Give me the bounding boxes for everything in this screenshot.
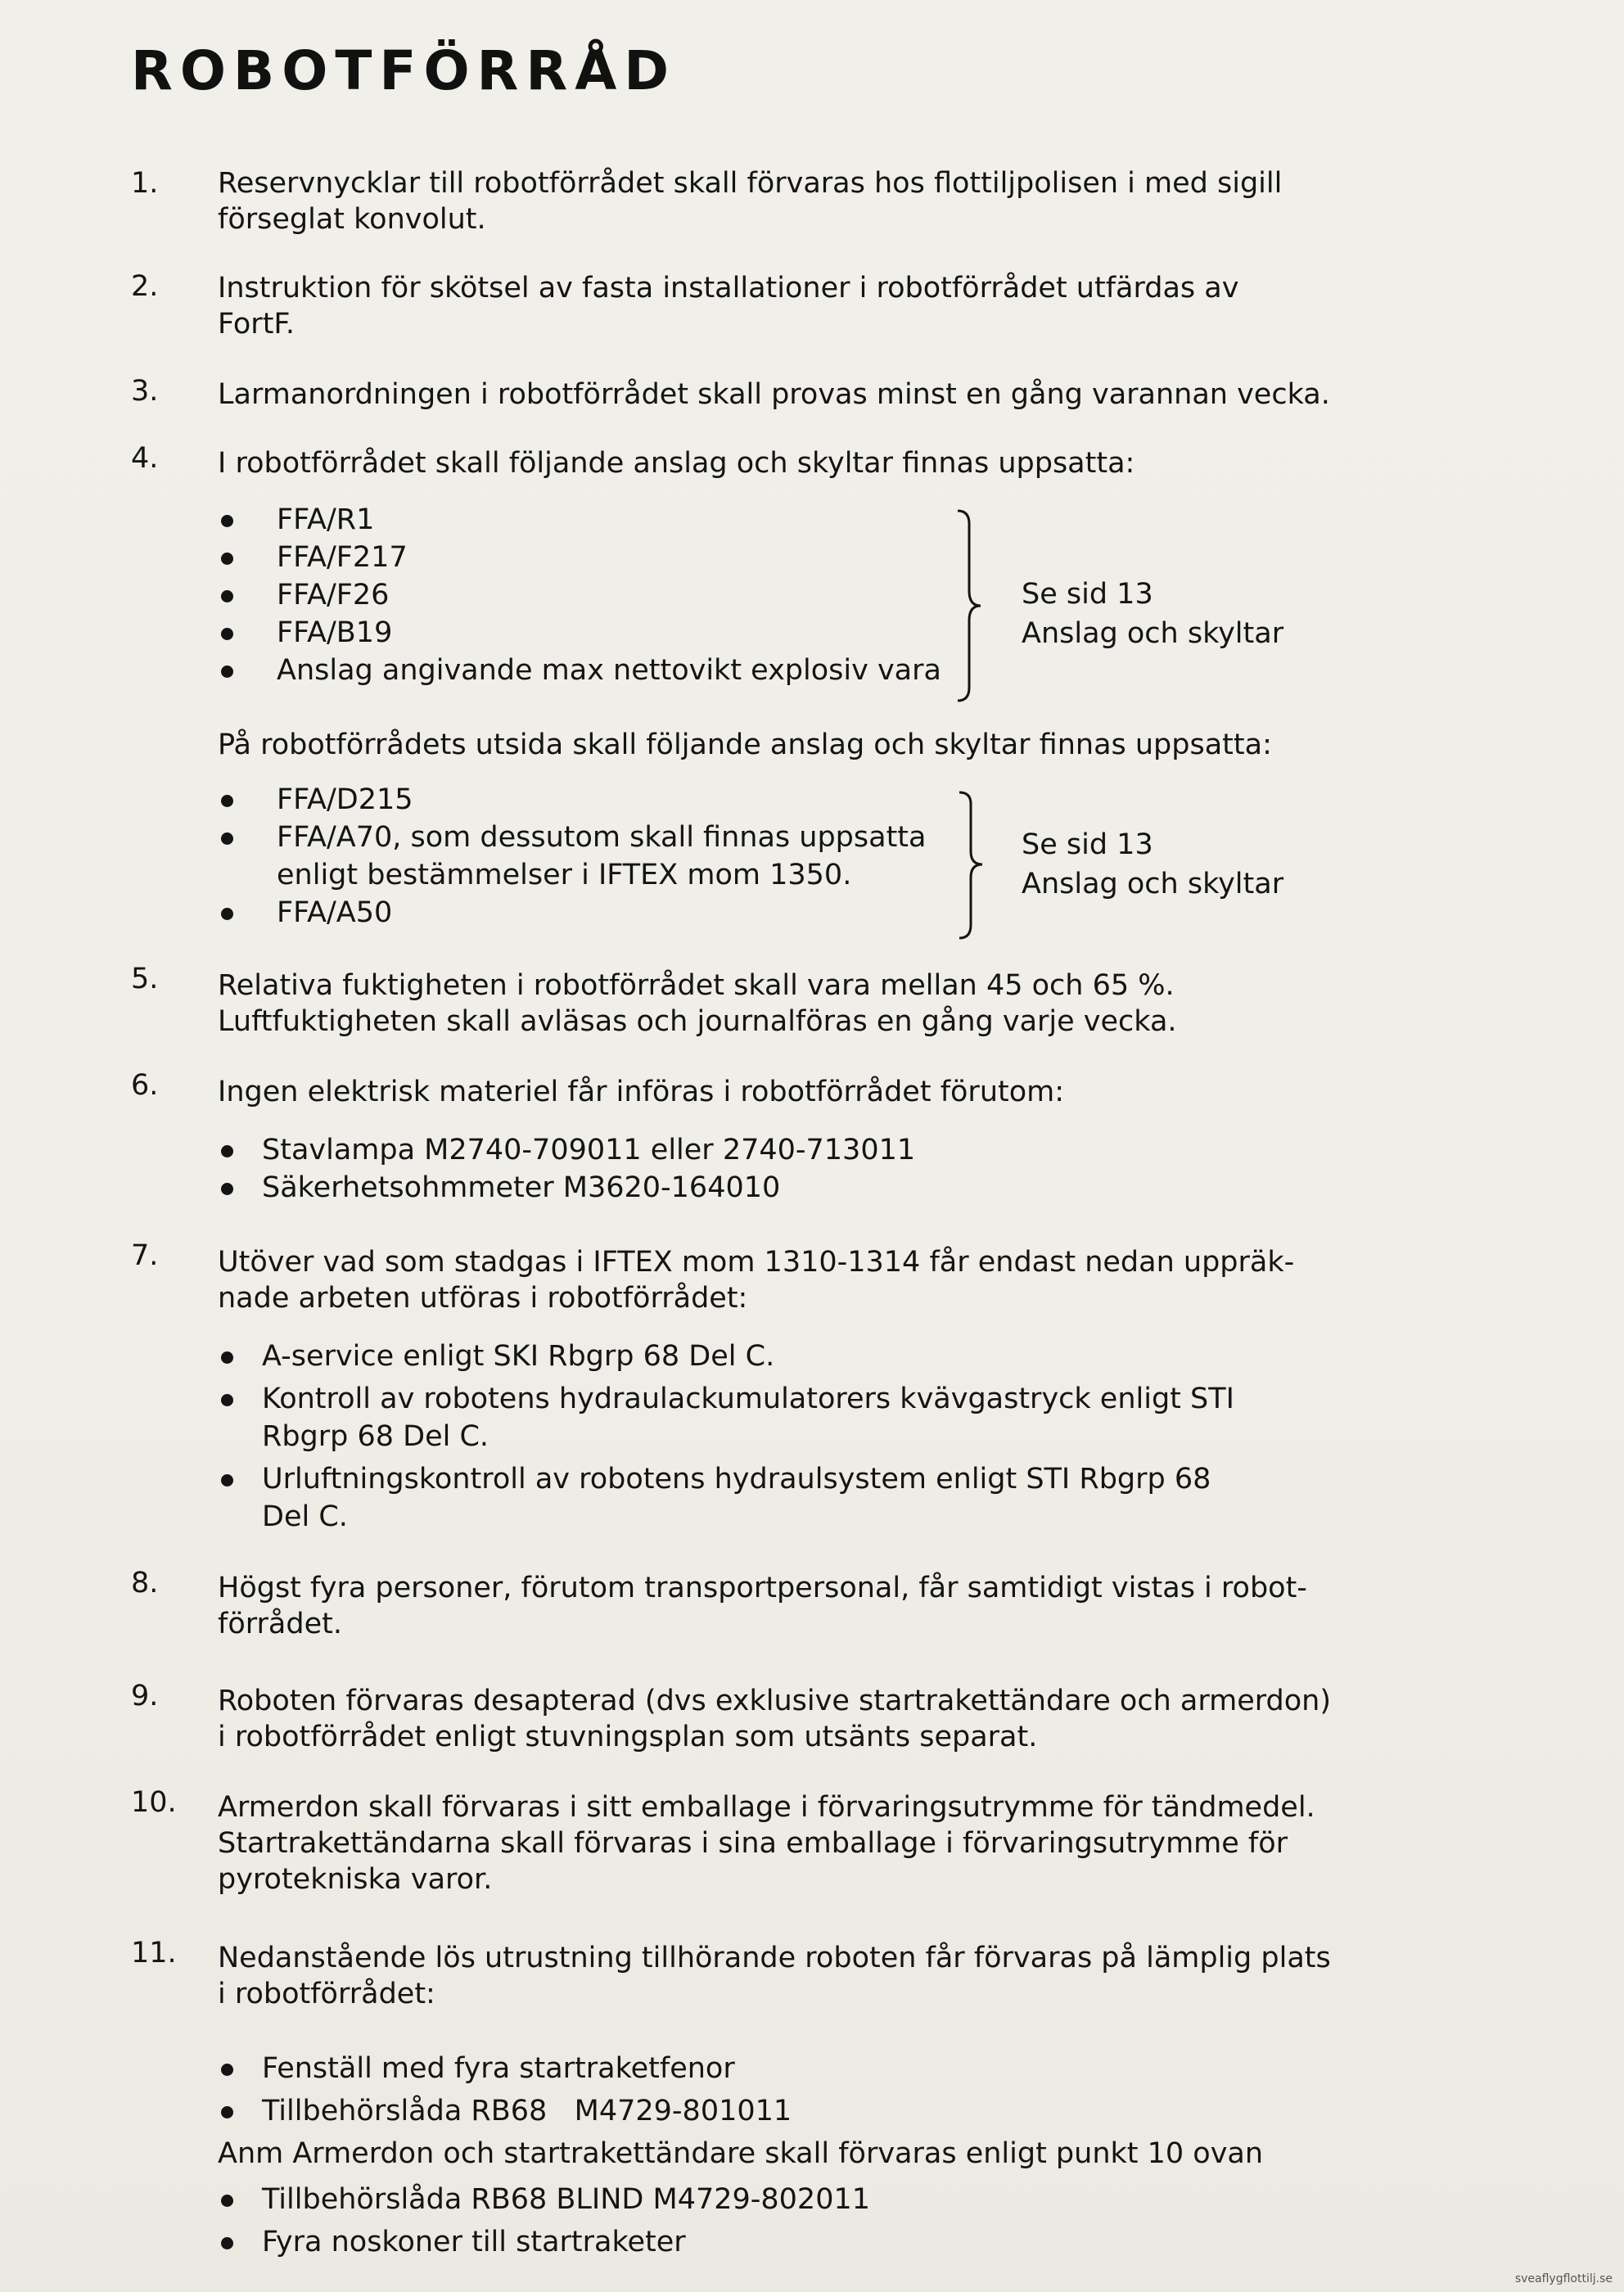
item-3-line-1: Larmanordningen i robotförrådet skall provas minst en gång varannan vecka.	[218, 378, 1330, 411]
bullet-icon	[221, 2106, 233, 2118]
item-number-8: 8.	[131, 1567, 159, 1599]
item-9-line-1: Roboten förvaras desapterad (dvs exklusive startrakettändare och armerdon)	[218, 1685, 1331, 1717]
bullet-icon	[221, 2195, 233, 2207]
item-9-line-2: i robotförrådet enligt stuvningsplan som utsänts separat.	[218, 1721, 1038, 1753]
list-item	[218, 894, 926, 932]
item-4-line-1: I robotförrådet skall följande anslag och skyltar finnas uppsatta:	[218, 447, 1135, 480]
item-1-line-1: Reservnycklar till robotförrådet skall förvaras hos flottiljpolisen i med sigill	[218, 167, 1283, 200]
list-item	[218, 1380, 1234, 1455]
item-6-list	[218, 1131, 915, 1207]
bullet-icon	[221, 908, 233, 920]
item-4-inside-note	[1022, 575, 1283, 653]
list-item	[218, 2181, 870, 2218]
item-number-7: 7.	[131, 1239, 159, 1272]
item-4-outside-note	[1022, 825, 1283, 904]
list-item-text: FFA/R1	[277, 503, 375, 536]
right-brace-icon	[958, 791, 990, 940]
list-item	[218, 501, 941, 539]
item-text-3	[218, 377, 1356, 413]
item-text-1	[218, 165, 1356, 237]
bullet-icon	[221, 795, 233, 807]
list-item	[218, 539, 941, 576]
bullet-icon	[221, 1394, 233, 1406]
list-item	[218, 781, 926, 819]
item-text-10	[218, 1789, 1356, 1897]
item-6-line-1: Ingen elektrisk materiel får införas i robotförrådet förutom:	[218, 1076, 1065, 1108]
item-11-line-2: i robotförrådet:	[218, 1978, 435, 2010]
list-item	[218, 1338, 1234, 1375]
list-item-text: Säkerhetsohmmeter M3620-164010	[262, 1171, 781, 1204]
item-4-inside-list	[218, 501, 941, 689]
item-text-6	[218, 1074, 1356, 1110]
bullet-icon	[221, 1183, 233, 1195]
list-item-text: Kontroll av robotens hydraulackumulatorers kvävgastryck enligt STI	[262, 1383, 1234, 1415]
item-text-2	[218, 270, 1356, 342]
item-number-10: 10.	[131, 1786, 177, 1819]
item-10-line-3: pyrotekniska varor.	[218, 1863, 493, 1896]
item-text-4	[218, 445, 1356, 481]
item-5-line-1: Relativa fuktigheten i robotförrådet skall vara mellan 45 och 65 %.	[218, 969, 1175, 1002]
note-line: Anslag och skyltar	[1022, 617, 1284, 650]
bullet-icon	[221, 665, 233, 678]
list-item-text: FFA/F217	[277, 541, 408, 574]
list-item-text: FFA/F26	[277, 579, 390, 611]
list-item	[218, 1131, 915, 1169]
item-11-list-b	[218, 2181, 870, 2261]
note-line: Se sid 13	[1022, 578, 1153, 611]
item-10-line-2: Startrakettändarna skall förvaras i sina emballage i förvaringsutrymme för	[218, 1827, 1288, 1860]
item-11-line-1: Nedanstående lös utrustning tillhörande roboten får förvaras på lämplig plats	[218, 1942, 1331, 1974]
list-item-text: Fyra noskoner till startraketer	[262, 2226, 686, 2258]
item-1-line-2: förseglat konvolut.	[218, 203, 486, 236]
list-item-text: Stavlampa M2740-709011 eller 2740-713011	[262, 1134, 916, 1166]
item-number-4: 4.	[131, 442, 159, 475]
item-11-list-a	[218, 2050, 792, 2130]
item-number-11: 11.	[131, 1937, 177, 1969]
bullet-icon	[221, 1474, 233, 1487]
item-2-line-2: FortF.	[218, 308, 295, 341]
list-item	[218, 2050, 792, 2087]
list-item-text: FFA/A50	[277, 896, 393, 929]
list-item-text: FFA/B19	[277, 616, 393, 649]
item-7-line-1: Utöver vad som stadgas i IFTEX mom 1310-1314 får endast nedan uppräk-	[218, 1246, 1295, 1279]
bullet-icon	[221, 832, 233, 845]
item-7-list	[218, 1338, 1234, 1536]
list-item-text: FFA/D215	[277, 783, 413, 816]
right-brace-icon	[956, 509, 989, 702]
item-text-9	[218, 1683, 1356, 1755]
list-item-text: Tillbehörslåda RB68 M4729-801011	[262, 2095, 792, 2127]
item-7-line-2: nade arbeten utföras i robotförrådet:	[218, 1282, 748, 1315]
item-number-9: 9.	[131, 1680, 159, 1712]
item-text-8	[218, 1570, 1356, 1642]
item-number-1: 1.	[131, 167, 159, 200]
item-number-6: 6.	[131, 1069, 159, 1102]
bullet-icon	[221, 515, 233, 527]
item-number-5: 5.	[131, 963, 159, 995]
item-8-line-1: Högst fyra personer, förutom transportpersonal, får samtidigt vistas i robot-	[218, 1572, 1307, 1604]
list-item-text: Urluftningskontroll av robotens hydraulsystem enligt STI Rbgrp 68	[262, 1463, 1211, 1496]
bullet-icon	[221, 1145, 233, 1157]
list-item-text: FFA/A70, som dessutom skall finnas uppsatta	[277, 821, 927, 854]
item-4-outside-list	[218, 781, 926, 932]
item-11-note: Anm Armerdon och startrakettändare skall förvaras enligt punkt 10 ovan	[218, 2137, 1264, 2170]
list-item	[218, 1460, 1234, 1536]
list-item-text: Fenställ med fyra startraketfenor	[262, 2052, 735, 2085]
item-number-2: 2.	[131, 270, 159, 303]
list-item	[218, 2223, 870, 2261]
list-item-text: Rbgrp 68 Del C.	[262, 1420, 489, 1453]
item-text-5	[218, 968, 1356, 1040]
list-item-text: Tillbehörslåda RB68 BLIND M4729-802011	[262, 2183, 870, 2216]
list-item	[218, 819, 926, 894]
bullet-icon	[221, 2237, 233, 2249]
item-text-11	[218, 1940, 1356, 2012]
watermark: sveaflygflottilj.se	[1514, 2272, 1613, 2285]
item-4-outside-intro	[218, 727, 1356, 763]
list-item-text: enligt bestämmelser i IFTEX mom 1350.	[277, 859, 852, 891]
note-line: Se sid 13	[1022, 828, 1153, 861]
list-item-text: A-service enligt SKI Rbgrp 68 Del C.	[262, 1340, 775, 1373]
item-8-line-2: förrådet.	[218, 1608, 342, 1640]
item-2-line-1: Instruktion för skötsel av fasta installationer i robotförrådet utfärdas av	[218, 272, 1239, 305]
item-number-3: 3.	[131, 375, 159, 408]
list-item-text: Anslag angivande max nettovikt explosiv vara	[277, 654, 941, 687]
item-text-7	[218, 1244, 1356, 1316]
list-item	[218, 2092, 792, 2130]
list-item	[218, 1169, 915, 1207]
list-item	[218, 652, 941, 689]
bullet-icon	[221, 590, 233, 602]
intro-line: På robotförrådets utsida skall följande anslag och skyltar finnas uppsatta:	[218, 729, 1272, 761]
bullet-icon	[221, 2064, 233, 2076]
list-item-text: Del C.	[262, 1500, 348, 1533]
note-line: Anslag och skyltar	[1022, 868, 1284, 900]
item-5-line-2: Luftfuktigheten skall avläsas och journalföras en gång varje vecka.	[218, 1005, 1177, 1038]
list-item	[218, 614, 941, 652]
bullet-icon	[221, 553, 233, 565]
item-10-line-1: Armerdon skall förvaras i sitt emballage i förvaringsutrymme för tändmedel.	[218, 1791, 1315, 1824]
page-title: ROBOTFÖRRÅD	[131, 39, 677, 102]
list-item	[218, 576, 941, 614]
bullet-icon	[221, 1351, 233, 1364]
bullet-icon	[221, 628, 233, 640]
